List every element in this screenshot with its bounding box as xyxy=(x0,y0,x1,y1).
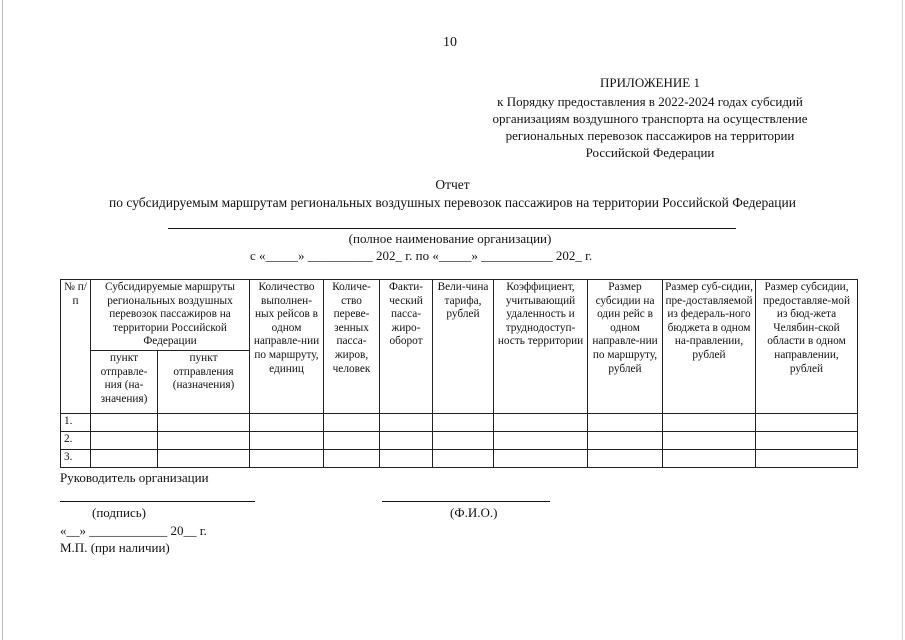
cell-departure[interactable] xyxy=(91,450,158,468)
cell-turnover[interactable] xyxy=(380,432,433,450)
cell-flights[interactable] xyxy=(250,432,324,450)
cell-turnover[interactable] xyxy=(380,450,433,468)
cell-subsidy-per-flight[interactable] xyxy=(588,432,663,450)
header-flights: Количество выполнен-ных рейсов в одном направле-нии по маршруту, единиц xyxy=(250,280,324,414)
cell-flights[interactable] xyxy=(250,414,324,432)
header-passengers: Количе-ство переве-зенных пасса-жиров, человек xyxy=(324,280,380,414)
header-subsidy-per-flight: Размер субсидии на один рейс в одном направле-нии по маршруту, рублей xyxy=(588,280,663,414)
header-routes: Субсидируемые маршруты региональных воздушных перевозок пассажиров на территории Российской Федерации xyxy=(91,280,250,351)
name-caption: (Ф.И.О.) xyxy=(450,505,498,520)
signature-date: «__» ____________ 20__ г. xyxy=(60,523,207,538)
row-number: 2. xyxy=(61,432,91,450)
table-row xyxy=(61,450,858,468)
report-subtitle: по субсидируемым маршрутам региональных воздушных перевозок пассажиров на территории Российской Федерации xyxy=(109,195,796,210)
header-coefficient: Коэффициент, учитывающий удаленность и труднодоступ-ность территории xyxy=(494,280,588,414)
cell-coefficient[interactable] xyxy=(494,414,588,432)
cell-subsidy-per-flight[interactable] xyxy=(588,450,663,468)
appendix-title: ПРИЛОЖЕНИЕ 1 xyxy=(600,75,700,90)
cell-passengers[interactable] xyxy=(324,450,380,468)
table-row xyxy=(61,432,858,450)
appendix-line: региональных перевозок пассажиров на территории xyxy=(505,128,795,143)
header-subsidy-regional: Размер субсидии, предоставляе-мой из бюд-жета Челябин-ской области в одном направлении, рублей xyxy=(756,280,858,414)
signature-caption: (подпись) xyxy=(92,505,146,520)
cell-subsidy-regional[interactable] xyxy=(756,414,858,432)
cell-destination[interactable] xyxy=(158,450,250,468)
cell-turnover[interactable] xyxy=(380,414,433,432)
report-period: с «_____» __________ 202_ г. по «_____» ___________ 202_ г. xyxy=(250,248,593,263)
header-departure: пункт отправле-ния (на-значения) xyxy=(91,351,158,414)
organization-name-line xyxy=(168,228,736,229)
appendix-line: Российской Федерации xyxy=(585,145,715,160)
scan-edge-right xyxy=(902,0,903,640)
cell-tariff[interactable] xyxy=(433,414,494,432)
cell-coefficient[interactable] xyxy=(494,432,588,450)
header-destination: пункт отправления (назначения) xyxy=(158,351,250,414)
name-line xyxy=(382,501,550,502)
cell-tariff[interactable] xyxy=(433,432,494,450)
head-of-organization-label: Руководитель организации xyxy=(60,470,209,485)
row-number: 3. xyxy=(61,450,91,468)
header-number: № п/п xyxy=(61,280,91,414)
scan-edge-left xyxy=(2,0,3,640)
appendix-line: к Порядку предоставления в 2022-2024 годах субсидий xyxy=(497,94,803,109)
row-number: 1. xyxy=(61,414,91,432)
cell-subsidy-federal[interactable] xyxy=(663,414,756,432)
cell-tariff[interactable] xyxy=(433,450,494,468)
cell-coefficient[interactable] xyxy=(494,450,588,468)
cell-subsidy-regional[interactable] xyxy=(756,450,858,468)
header-turnover: Факти-ческий пасса-жиро-оборот xyxy=(380,280,433,414)
report-title: Отчет xyxy=(435,177,470,192)
header-row xyxy=(61,280,858,351)
header-subsidy-federal: Размер суб-сидии, пре-доставляемой из федераль-ного бюджета в одном на-правлении, рублей xyxy=(663,280,756,414)
cell-flights[interactable] xyxy=(250,450,324,468)
cell-destination[interactable] xyxy=(158,432,250,450)
cell-subsidy-per-flight[interactable] xyxy=(588,414,663,432)
cell-destination[interactable] xyxy=(158,414,250,432)
cell-subsidy-federal[interactable] xyxy=(663,432,756,450)
cell-subsidy-federal[interactable] xyxy=(663,450,756,468)
cell-departure[interactable] xyxy=(91,414,158,432)
cell-passengers[interactable] xyxy=(324,432,380,450)
header-tariff: Вели-чина тарифа, рублей xyxy=(433,280,494,414)
organization-name-caption: (полное наименование организации) xyxy=(348,231,552,246)
seal-label: М.П. (при наличии) xyxy=(60,540,170,555)
appendix-line: организациям воздушного транспорта на осуществление xyxy=(492,111,808,126)
cell-passengers[interactable] xyxy=(324,414,380,432)
cell-departure[interactable] xyxy=(91,432,158,450)
page-number: 10 xyxy=(443,35,457,50)
table-row xyxy=(61,414,858,432)
cell-subsidy-regional[interactable] xyxy=(756,432,858,450)
signature-line xyxy=(60,501,255,502)
report-table xyxy=(60,279,858,468)
